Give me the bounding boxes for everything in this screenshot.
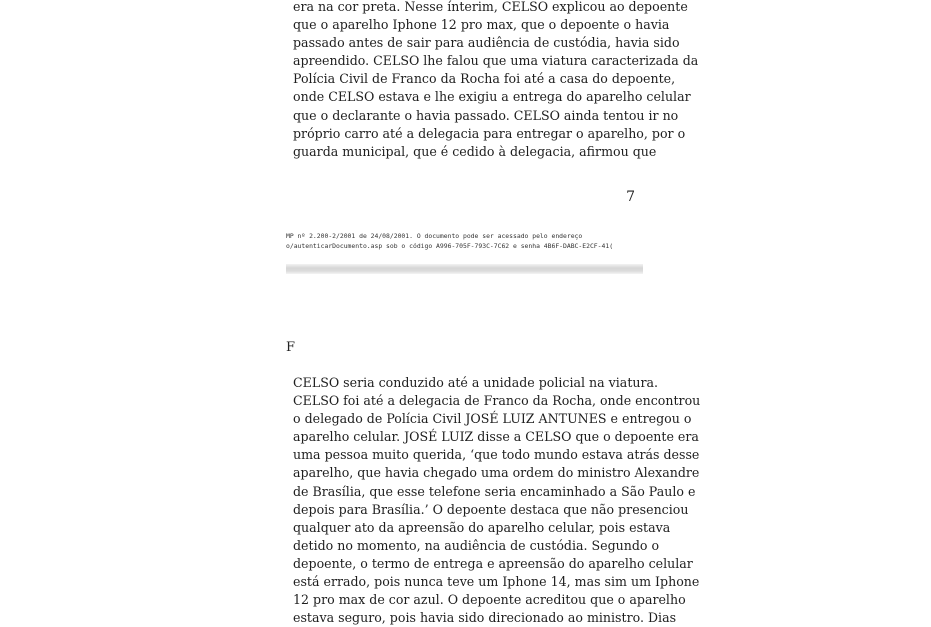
page-body-text [293,0,699,161]
text-line: estava seguro, pois havia sido direcionado ao ministro. Dias [293,610,677,626]
text-line: uma pessoa muito querida, ‘que todo mundo estava atrás desse [293,447,700,463]
text-line: aparelho celular. JOSÉ LUIZ disse a CELSO que o depoente era [293,429,699,445]
text-line: guarda municipal, que é cedido à delegacia, afirmou que [293,143,657,159]
page-separator [286,264,643,274]
text-line: que o aparelho Iphone 12 pro max, que o depoente o havia [293,17,670,33]
text-line: apreendido. CELSO lhe falou que uma viatura caracterizada da [293,53,699,69]
text-line: 12 pro max de cor azul. O depoente acreditou que o aparelho [293,592,686,608]
text-line: detido no momento, na audiência de custódia. Segundo o [293,537,660,553]
text-line: que o declarante o havia passado. CELSO ainda tentou ir no [293,107,679,123]
text-line: depoente, o termo de entrega e apreensão do aparelho celular [293,555,693,571]
text-line: era na cor preta. Nesse ínterim, CELSO explicou ao depoente [293,0,688,14]
text-line: Polícia Civil de Franco da Rocha foi até a casa do depoente, [293,71,676,87]
text-line: depois para Brasília.’ O depoente destaca que não presenciou [293,501,689,517]
digital-signature-footer [286,231,643,251]
text-line: CELSO seria conduzido até a unidade policial na viatura. [293,375,659,390]
margin-mark: F [286,340,296,355]
document-page-previous [286,0,699,264]
page-body-text [293,374,701,627]
text-line: CELSO foi até a delegacia de Franco da Rocha, onde encontrou [293,393,701,409]
text-line: está errado, pois nunca teve um Iphone 14, mas sim um Iphone [293,574,700,590]
page-number: 7 [626,189,635,205]
footer-line: MP nº 2.200-2/2001 de 24/08/2001. O documento pode ser acessado pelo endereço [286,232,583,240]
text-line: o delegado de Polícia Civil JOSÉ LUIZ ANTUNES e entregou o [293,411,692,427]
footer-line: o/autenticarDocumento.asp sob o código A996-705F-793C-7C62 e senha 4B6F-DABC-E2CF-41( [286,242,614,250]
text-line: onde CELSO estava e lhe exigiu a entrega do aparelho celular [293,89,691,105]
text-line: de Brasília, que esse telefone seria encaminhado a São Paulo e [293,483,696,499]
text-line: qualquer ato da apreensão do aparelho celular, pois estava [293,519,671,535]
document-page-current [286,274,701,626]
text-line: próprio carro até a delegacia para entregar o aparelho, por o [293,125,686,141]
text-line: aparelho, que havia chegado uma ordem do ministro Alexandre [293,465,700,481]
text-line: passado antes de sair para audiência de custódia, havia sido [293,35,680,51]
